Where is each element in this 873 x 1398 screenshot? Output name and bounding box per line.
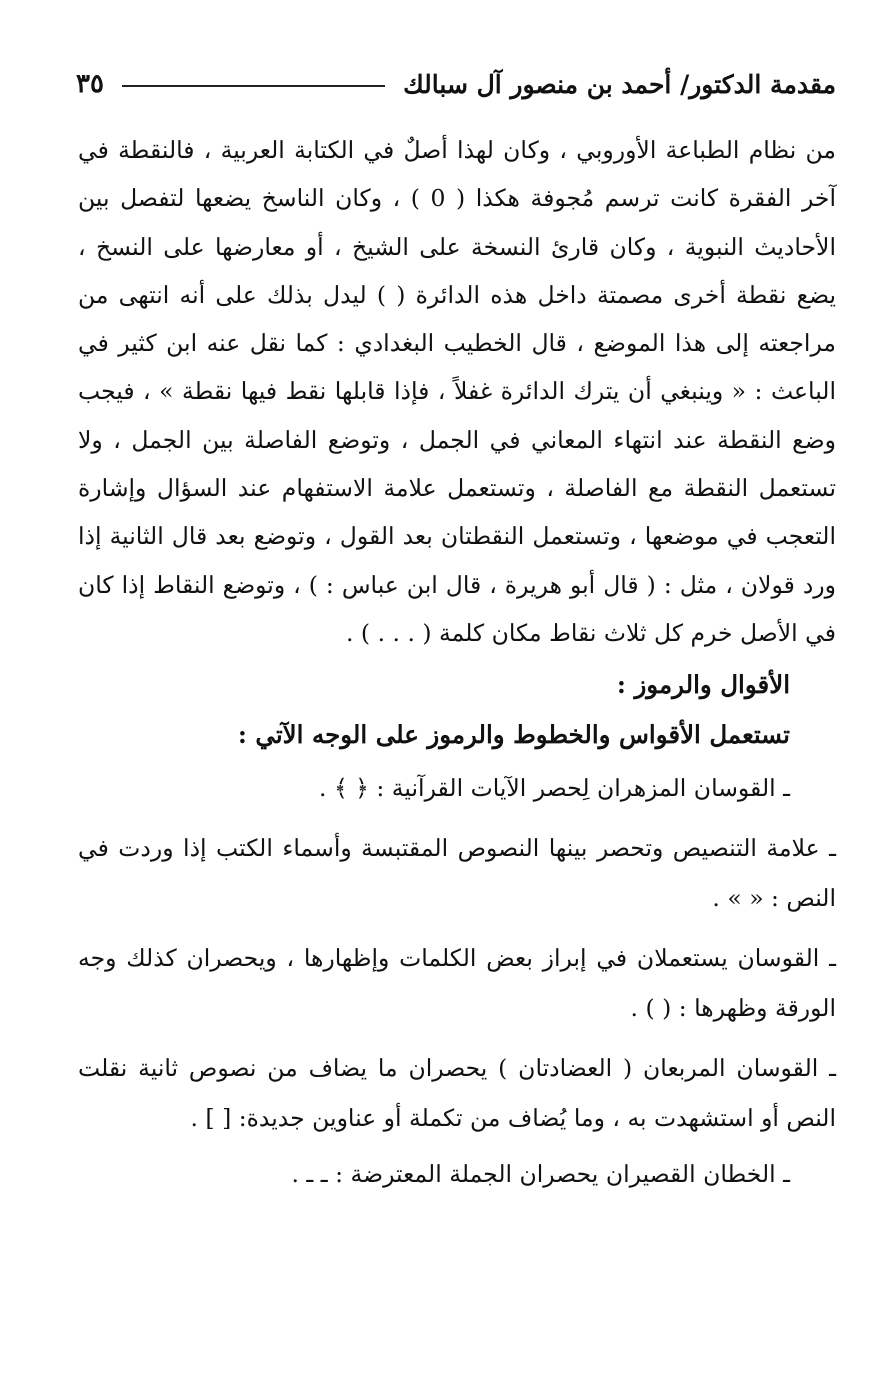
list-item-quotation-marks: ـ علامة التنصيص وتحصر بينها النصوص المقتبسة وأسماء الكتب إذا وردت في النص : « » . [78, 834, 836, 913]
subheading: تستعمل الأقواس والخطوط والرموز على الوجه الآتي : [237, 720, 790, 750]
list-item-short-dashes: ـ الخطان القصيران يحصران الجملة المعترضة : ـ ـ . [291, 1160, 790, 1189]
list-item-parentheses: ـ القوسان يستعملان في إبراز بعض الكلمات وإظهارها ، ويحصران كذلك وجه الورقة وظهرها : ( ) . [78, 944, 836, 1023]
list-item-quran-brackets: ـ القوسان المزهران لِحصر الآيات القرآنية : ﴿ ﴾ . [319, 774, 790, 803]
header-rule [122, 85, 385, 87]
running-header-title: مقدمة الدكتور/ أحمد بن منصور آل سبالك [403, 69, 836, 99]
section-heading: الأقوال والرموز : [616, 670, 790, 700]
page-body [78, 126, 836, 1199]
list-item-square-brackets: ـ القوسان المربعان ( العضادتان ) يحصران ما يضاف من نصوص ثانية نقلت النص أو استشهدت به ، وما يُضاف من تكملة أو عناوين جديدة: [ ] . [78, 1054, 836, 1133]
body-paragraph: من نظام الطباعة الأوروبي ، وكان لهذا أصلٌ في الكتابة العربية ، فالنقطة في آخر الفقرة كانت ترسم مُجوفة هكذا ( 0 ) ، وكان الناسخ يضعها لتفصل بين الأحاديث النبوية ، وكان قارئ النسخة على الشيخ ، أو معارضها على النسخ ، يضع نقطة أخرى مصمتة داخل هذه الدائرة ( ) ليدل بذلك على أنه انتهى من مراجعته إلى هذا الموضع ، قال الخطيب البغدادي : كما نقل عنه ابن كثير في الباعث : « وينبغي أن يترك الدائرة غفلاً ، فإذا قابلها نقط فيها نقطة » ، فيجب وضع النقطة عند انتهاء المعاني في الجمل ، وتوضع الفاصلة بين الجمل ، ولا تستعمل النقطة مع الفاصلة ، وتستعمل علامة الاستفهام عند السؤال وإشارة التعجب في موضعها ، وتستعمل النقطتان بعد القول ، وتوضع بعد قال الثانية إذا ورد قولان ، مثل : ( قال أبو هريرة ، قال ابن عباس : ) ، وتوضع النقاط إذا كان في الأصل خرم كل ثلاث نقاط مكان كلمة ( . . . ) . [78, 136, 836, 647]
page-number: ٣٥ [76, 69, 104, 99]
running-header [76, 62, 836, 106]
